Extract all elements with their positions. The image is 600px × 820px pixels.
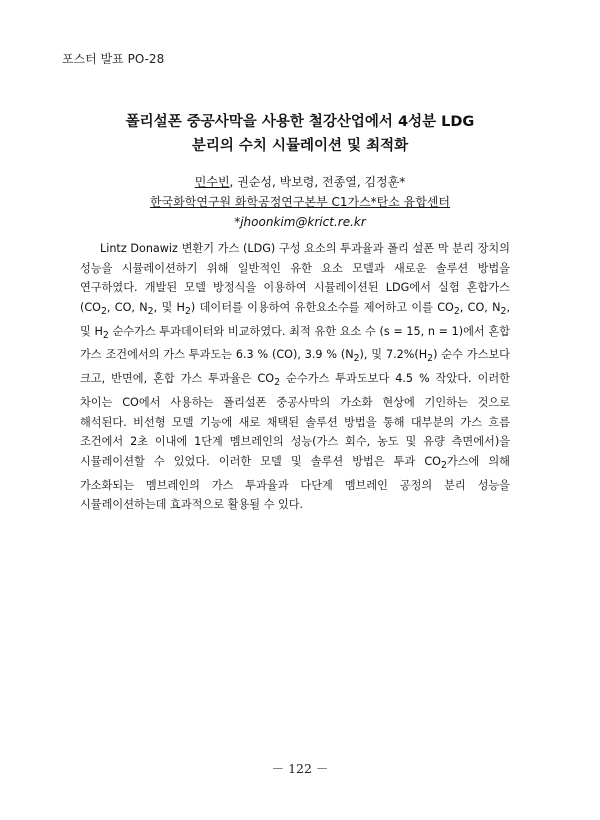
author-corresponding: 김정훈* bbox=[364, 175, 406, 189]
author: 전종열 bbox=[322, 175, 357, 189]
author-presenter: 민수빈 bbox=[194, 175, 230, 189]
abstract bbox=[80, 239, 510, 515]
author-block bbox=[0, 172, 600, 232]
author-separator: , bbox=[356, 175, 365, 189]
author-separator: , bbox=[271, 175, 280, 189]
author-separator: , bbox=[314, 175, 323, 189]
author-list bbox=[0, 172, 600, 192]
session-label: 포스터 발표 PO-28 bbox=[62, 52, 165, 66]
author: 박보령 bbox=[279, 175, 315, 189]
author: 권순성 bbox=[237, 175, 272, 189]
page-number: － 122 － bbox=[271, 761, 329, 776]
title-line-1: 폴리설폰 중공사막을 사용한 철강산업에서 4성분 LDG bbox=[125, 114, 475, 130]
paper-title bbox=[0, 110, 600, 158]
contact-email: *jhoonkim@krict.re.kr bbox=[234, 215, 366, 229]
author-separator: , bbox=[229, 175, 238, 189]
abstract-paragraph: Lintz Donawiz 변환기 가스 (LDG) 구성 요소의 투과율과 폴리 설폰 막 분리 장치의 성능을 시뮬레이션하기 위해 일반적인 유한 요소 모델과 새로운 솔루션 방법을 연구하였다. 개발된 모델 방정식을 이용하여 시뮬레이션된 LDG에서 실험 혼합가스($CO_2$, CO, $N_2$, 및 $H_2$) 데이터를 이용하여 유한요소수를 제어하고 이를 $CO_2$, CO, $N_2$, 및 $H_2$ 순수가스 투과데이터와 비교하였다. 최적 유한 요소 수 (s = 15, n = 1)에서 혼합 가스 조건에서의 가스 투과도는 6.3 % (CO), 3.9 % $(N_2)$, 및 $7.2\%(H_2)$ 순수 가스보다 크고, 반면에, 혼합 가스 투과율은 $CO_2$ 순수가스 투과도보다 4.5 % 작았다. 이러한 차이는 CO에서 사용하는 폴리설폰 중공사막의 가소화 현상에 기인하는 것으로 해석된다. 비선형 모델 기능에 새로 채택된 솔루션 방법을 통해 대부분의 가스 흐름 조건에서 2초 이내에 1단계 멤브레인의 성능(가스 회수, 농도 및 유량 측면에서)을 시뮬레이션할 수 있었다. 이러한 모델 및 솔루션 방법은 투과 $CO_2$가스에 의해 가소화되는 멤브레인의 가스 투과율과 다단계 멤브레인 공정의 분리 성능을 시뮬레이션하는데 효과적으로 활용될 수 있다. bbox=[80, 242, 511, 512]
affiliation: 한국화학연구원 화학공정연구본부 C1가스*탄소 융합센터 bbox=[149, 195, 451, 209]
title-line-2: 분리의 수치 시뮬레이션 및 최적화 bbox=[191, 138, 409, 154]
